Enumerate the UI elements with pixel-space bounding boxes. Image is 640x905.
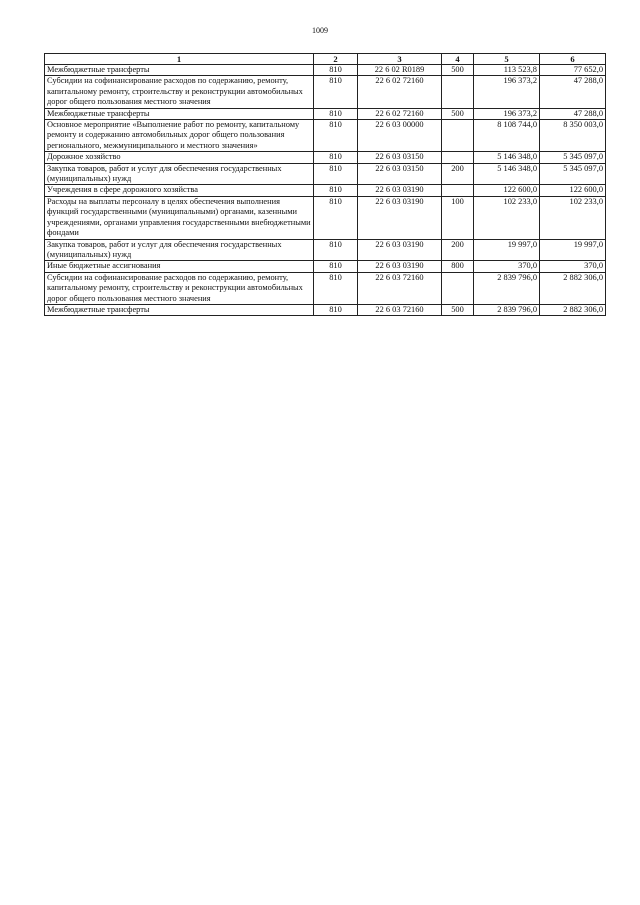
expense-name-cell: Субсидии на софинансирование расходов по содержанию, ремонту, капитальному ремонту, строительству и реконструкции автомобильных дорог общего пользования местного значения: [45, 76, 314, 108]
expense-type-cell: 500: [442, 304, 474, 315]
grbs-code-cell: 810: [314, 76, 358, 108]
amount-year2-cell: 2 882 306,0: [540, 272, 606, 304]
amount-year1-cell: 122 600,0: [474, 185, 540, 196]
expense-type-cell: 100: [442, 196, 474, 239]
expense-type-cell: 500: [442, 108, 474, 119]
amount-year2-cell: 19 997,0: [540, 239, 606, 261]
expense-name-cell: Дорожное хозяйство: [45, 152, 314, 163]
grbs-code-cell: 810: [314, 272, 358, 304]
target-article-cell: 22 6 03 72160: [358, 272, 442, 304]
expense-name-cell: Межбюджетные трансферты: [45, 108, 314, 119]
expense-name-cell: Межбюджетные трансферты: [45, 304, 314, 315]
expense-name-cell: Межбюджетные трансферты: [45, 65, 314, 76]
amount-year1-cell: 102 233,0: [474, 196, 540, 239]
table-row: [45, 65, 606, 76]
target-article-cell: 22 6 03 03190: [358, 196, 442, 239]
expense-type-cell: [442, 120, 474, 152]
grbs-code-cell: 810: [314, 304, 358, 315]
target-article-cell: 22 6 03 03150: [358, 163, 442, 185]
amount-year1-cell: 5 146 348,0: [474, 152, 540, 163]
grbs-code-cell: 810: [314, 108, 358, 119]
grbs-code-cell: 810: [314, 196, 358, 239]
table-row: [45, 304, 606, 315]
target-article-cell: 22 6 02 72160: [358, 76, 442, 108]
column-header: 3: [358, 54, 442, 65]
target-article-cell: 22 6 03 72160: [358, 304, 442, 315]
amount-year1-cell: 8 108 744,0: [474, 120, 540, 152]
table-row: [45, 152, 606, 163]
grbs-code-cell: 810: [314, 65, 358, 76]
amount-year1-cell: 5 146 348,0: [474, 163, 540, 185]
amount-year1-cell: 19 997,0: [474, 239, 540, 261]
expense-name-cell: Субсидии на софинансирование расходов по содержанию, ремонту, капитальному ремонту, строительству и реконструкции автомобильных дорог общего пользования местного значения: [45, 272, 314, 304]
target-article-cell: 22 6 02 72160: [358, 108, 442, 119]
amount-year2-cell: 8 350 003,0: [540, 120, 606, 152]
amount-year2-cell: 370,0: [540, 261, 606, 272]
target-article-cell: 22 6 03 03190: [358, 239, 442, 261]
expense-name-cell: Иные бюджетные ассигнования: [45, 261, 314, 272]
amount-year2-cell: 122 600,0: [540, 185, 606, 196]
expense-name-cell: Закупка товаров, работ и услуг для обеспечения государственных (муниципальных) нужд: [45, 239, 314, 261]
expense-type-cell: [442, 76, 474, 108]
table-row: [45, 120, 606, 152]
amount-year2-cell: 5 345 097,0: [540, 163, 606, 185]
amount-year2-cell: 102 233,0: [540, 196, 606, 239]
target-article-cell: 22 6 03 00000: [358, 120, 442, 152]
table-row: [45, 261, 606, 272]
expense-name-cell: Основное мероприятие «Выполнение работ по ремонту, капитальному ремонту и содержанию автомобильных дорог общего пользования регионального, межмуниципального и местного значения»: [45, 120, 314, 152]
page-number: 1009: [312, 26, 328, 35]
amount-year2-cell: 77 652,0: [540, 65, 606, 76]
expense-name-cell: Расходы на выплаты персоналу в целях обеспечения выполнения функций государственными (муниципальными) органами, казенными учреждениями, органами управления государственными внебюджетными фондами: [45, 196, 314, 239]
column-header: 6: [540, 54, 606, 65]
amount-year2-cell: 47 288,0: [540, 108, 606, 119]
expense-type-cell: 800: [442, 261, 474, 272]
table-header-row: [45, 54, 606, 65]
table-row: [45, 108, 606, 119]
target-article-cell: 22 6 02 R0189: [358, 65, 442, 76]
column-header: 1: [45, 54, 314, 65]
expense-name-cell: Закупка товаров, работ и услуг для обеспечения государственных (муниципальных) нужд: [45, 163, 314, 185]
expense-type-cell: 200: [442, 163, 474, 185]
expense-type-cell: [442, 152, 474, 163]
column-header: 5: [474, 54, 540, 65]
grbs-code-cell: 810: [314, 261, 358, 272]
grbs-code-cell: 810: [314, 152, 358, 163]
budget-table: [44, 53, 606, 316]
grbs-code-cell: 810: [314, 185, 358, 196]
amount-year1-cell: 2 839 796,0: [474, 304, 540, 315]
amount-year1-cell: 113 523,8: [474, 65, 540, 76]
grbs-code-cell: 810: [314, 120, 358, 152]
expense-name-cell: Учреждения в сфере дорожного хозяйства: [45, 185, 314, 196]
table-row: [45, 272, 606, 304]
table-row: [45, 196, 606, 239]
table-row: [45, 239, 606, 261]
expense-type-cell: [442, 185, 474, 196]
expense-type-cell: 200: [442, 239, 474, 261]
amount-year1-cell: 196 373,2: [474, 76, 540, 108]
target-article-cell: 22 6 03 03150: [358, 152, 442, 163]
amount-year1-cell: 370,0: [474, 261, 540, 272]
table-row: [45, 163, 606, 185]
table-row: [45, 185, 606, 196]
expense-type-cell: 500: [442, 65, 474, 76]
amount-year1-cell: 196 373,2: [474, 108, 540, 119]
amount-year1-cell: 2 839 796,0: [474, 272, 540, 304]
amount-year2-cell: 5 345 097,0: [540, 152, 606, 163]
target-article-cell: 22 6 03 03190: [358, 261, 442, 272]
column-header: 4: [442, 54, 474, 65]
grbs-code-cell: 810: [314, 163, 358, 185]
table-row: [45, 76, 606, 108]
amount-year2-cell: 2 882 306,0: [540, 304, 606, 315]
expense-type-cell: [442, 272, 474, 304]
grbs-code-cell: 810: [314, 239, 358, 261]
column-header: 2: [314, 54, 358, 65]
target-article-cell: 22 6 03 03190: [358, 185, 442, 196]
amount-year2-cell: 47 288,0: [540, 76, 606, 108]
